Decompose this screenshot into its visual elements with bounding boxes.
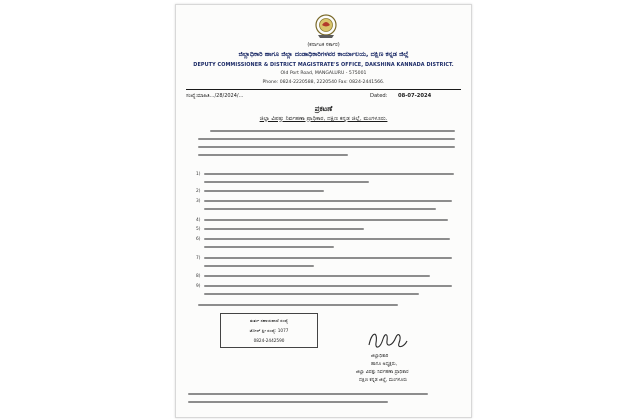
item-number: 5) — [196, 227, 201, 232]
item-text-line — [204, 265, 314, 267]
header-office-kannada: ಜಿಲ್ಲಾಧಿಕಾರಿ ಹಾಗೂ ಜಿಲ್ಲಾ ದಂಡಾಧಿಕಾರಿಗಳವರ ಕಾರ್ಯಾಲಯ, ದಕ್ಷಿಣ ಕನ್ನಡ ಜಿಲ್ಲೆ — [238, 50, 409, 58]
item-number: 1) — [196, 172, 201, 177]
signature-caption: ಜಿಲ್ಲಾ ವಿಪತ್ತು ನಿರ್ವಹಣಾ ಪ್ರಾಧಿಕಾರ — [356, 370, 409, 375]
reference-number: ಸಂಖ್ಯೆ:ಮಾಹಿತಿ.../28/2024/... — [186, 93, 244, 99]
item-text-line — [204, 173, 454, 175]
body-text-line — [198, 304, 398, 306]
signature-caption: ಹಾಗೂ ಅಧ್ಯಕ್ಷರು, — [371, 362, 398, 367]
copy-to-line — [188, 393, 428, 395]
body-text-line — [198, 146, 455, 148]
date-label: Dated: — [370, 93, 388, 99]
item-text-line — [204, 293, 419, 295]
item-text-line — [204, 190, 324, 192]
item-number: 8) — [196, 274, 201, 279]
header-contact: Phone: 0824-2220588, 2220540 Fax: 0824-2441566. — [262, 80, 385, 85]
item-text-line — [204, 285, 452, 287]
item-text-line — [204, 208, 436, 210]
item-number: 6) — [196, 237, 201, 242]
notice-subject: ಜಿಲ್ಲಾ ವಿಪತ್ತು ನಿರ್ವಹಣಾ ಪ್ರಾಧಿಕಾರ, ದಕ್ಷಿಣ ಕನ್ನಡ ಜಿಲ್ಲೆ, ಮಂಗಳೂರು. — [259, 116, 388, 122]
body-text-line — [198, 154, 348, 156]
header-address: Old Port Road, MANGALURU - 575001 — [280, 71, 367, 76]
header-divider — [186, 89, 461, 90]
item-number: 9) — [196, 284, 201, 289]
body-text-line — [198, 138, 455, 140]
date-value: 08-07-2024 — [398, 93, 432, 99]
item-number: 7) — [196, 256, 201, 261]
header-govt-label: (ಕರ್ನಾಟಕ ಸರ್ಕಾರ) — [307, 42, 340, 48]
signature-caption: ಜಿಲ್ಲಾಧಿಕಾರಿ — [371, 354, 389, 359]
notice-title: ಪ್ರಕಟಣೆ — [314, 105, 333, 113]
signature-caption: ದಕ್ಷಿಣ ಕನ್ನಡ ಜಿಲ್ಲೆ, ಮಂಗಳೂರು — [359, 378, 408, 383]
helpline-label: ತುರ್ತು ಸಹಾಯವಾಣಿ ಸಂಖ್ಯೆ — [249, 318, 289, 323]
item-number: 3) — [196, 199, 201, 204]
item-text-line — [204, 275, 430, 277]
item-text-line — [204, 257, 452, 259]
copy-to-line — [188, 401, 388, 403]
item-text-line — [204, 238, 450, 240]
item-text-line — [204, 200, 452, 202]
body-text-line — [210, 130, 455, 132]
notice-document — [175, 4, 472, 418]
helpline-phone: 0824-2442590 — [253, 338, 285, 343]
item-text-line — [204, 246, 334, 248]
item-number: 2) — [196, 189, 201, 194]
helpline-box — [220, 313, 318, 348]
item-text-line — [204, 181, 369, 183]
header-office-english: DEPUTY COMMISSIONER & DISTRICT MAGISTRATE'S OFFICE, DAKSHINA KANNADA DISTRICT. — [193, 62, 454, 68]
officer-signature — [366, 327, 410, 353]
item-text-line — [204, 219, 448, 221]
helpline-tollfree: ಟೋಲ್ ಫ್ರೀ ಸಂಖ್ಯೆ: 1077 — [249, 328, 289, 333]
karnataka-emblem-icon — [314, 13, 338, 39]
item-number: 4) — [196, 218, 201, 223]
item-text-line — [204, 228, 364, 230]
